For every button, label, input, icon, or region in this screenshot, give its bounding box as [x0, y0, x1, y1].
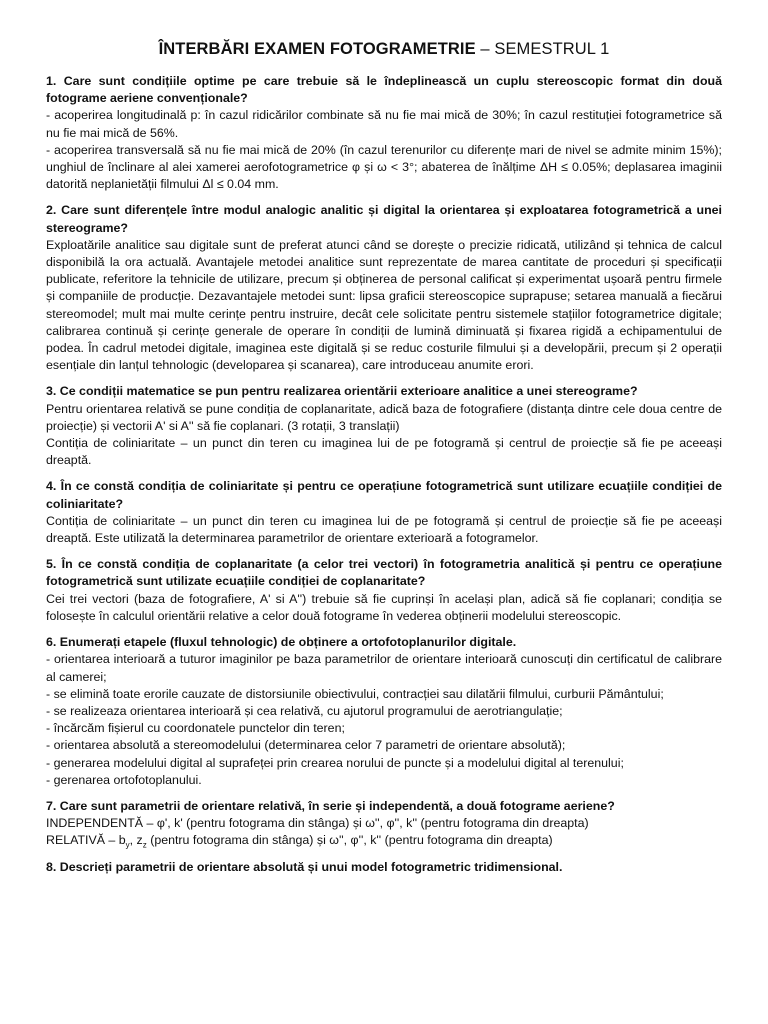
question-6 — [46, 634, 722, 789]
question-heading: 1. Care sunt condițiile optime pe care trebuie să le îndeplinească un cuplu stereoscopic format din două fotograme aeriene convenționale? — [46, 74, 722, 106]
title-rest: – SEMESTRUL 1 — [475, 40, 610, 58]
answer-line: - acoperirea transversală să nu fie mai mică de 20% (în cazul terenurilor cu diferențe mari de nivel se admite minim 15%); unghiul de înclinare al alei xamerei aerofotogrametrice φ și ω < 3°; abaterea de înălțime ΔH ≤ 0.05%; deplasarea imaginii datorită neplanietății filmului Δl ≤ 0.04 mm. — [46, 142, 722, 192]
relativa-sub-y: y — [125, 840, 130, 850]
question-heading: 6. Enumerați etapele (fluxul tehnologic) de obținere a ortofotoplanurilor digitale. — [46, 635, 517, 650]
question-7 — [46, 798, 722, 850]
answer-line: - gerenarea ortofotoplanului. — [46, 772, 202, 787]
answer-line: - se elimină toate erorile cauzate de distorsiunile obiectivului, contracției sau dilatării filmului, curburii Pământului; — [46, 686, 664, 701]
question-4 — [46, 478, 722, 547]
answer-line: - orientarea absolută a stereomodelului (determinarea celor 7 parametri de orientare absolută); — [46, 738, 566, 753]
answer-line: - orientarea interioară a tuturor imaginilor pe baza parametrilor de orientare interioară cunoscuți din certificatul de calibrare al camerei; — [46, 652, 722, 684]
answer-line: Contiția de coliniaritate – un punct din teren cu imaginea lui de pe fotogramă și centrul de proiecție să fie pe aceeași dreaptă. Este utilizată la determinarea parametrilor de orientare exterioară a fotogramelor. — [46, 513, 722, 546]
relativa-post: (pentru fotograma din stânga) și ω'', φ'', k'' (pentru fotograma din dreapta) — [146, 833, 553, 848]
question-heading: 8. Descrieți parametrii de orientare absolută și unui model fotogrametric tridimensional. — [46, 859, 563, 874]
question-heading: 7. Care sunt parametrii de orientare relativă, în serie și independentă, a două fotograme aeriene? — [46, 798, 615, 813]
answer-line: Cei trei vectori (baza de fotografiere, A' si A'') trebuie să fie cuprinși în același plan, adică să fie coplanari; condiția se folosește în calculul orientării relative a celor două fotograme în vederea obținerii modelului stereoscopic. — [46, 591, 722, 623]
question-heading: 2. Care sunt diferențele între modul analogic analitic și digital la orientarea și exploatarea fotogrametrică a unei stereograme? — [46, 203, 722, 235]
relativa-pre: RELATIVĂ – b — [46, 833, 126, 848]
question-5 — [46, 556, 722, 625]
title-bold: ÎNTERBĂRI EXAMEN FOTOGRAMETRIE — [158, 40, 476, 58]
answer-line: Contiția de coliniaritate – un punct din teren cu imaginea lui de pe fotogramă și centrul de proiecție să fie pe aceeași dreaptă. — [46, 436, 722, 468]
answer-line: - se realizeaza orientarea interioară și cea relativă, cu ajutorul programului de aerotriangulație; — [46, 703, 563, 718]
question-heading: 4. În ce constă condiția de coliniaritate și pentru ce operațiune fotogrametrică sunt utilizare ecuațiile condiției de coliniaritate? — [46, 479, 722, 511]
question-2 — [46, 202, 722, 374]
question-heading: 5. În ce constă condiția de coplanaritate (a celor trei vectori) în fotogrametria analitică și pentru ce operațiune fotogrametrică sunt utilizate ecuațiile condiției de coplanaritate? — [46, 557, 722, 589]
question-8 — [46, 859, 722, 876]
answer-line: Exploatările analitice sau digitale sunt de preferat atunci când se dorește o precizie ridicată, utilizând și tehnica de calcul disponibilă la ora actuală. Avantajele metodei analitice sunt reprezentate de marea cantitate de proceduri și specificații publicate, referitore la tehnicile de utilizare, precum și obținerea de personal calificat și experimentat ușoară pentru firmele și companiile de producție. Dezavantajele metodei sunt: lipsa graficii stereoscopice suprapuse; setarea manuală a fiecărui stereomodel; mult mai multe cerințe pentru instruire, decât cele solicitate pentru sistemele stațiilor fotogrametrice digitale; calibrarea continuă și cerințe generale de operare în condiții de lumină diminuată și fixarea rigidă a echipamentului de podea. În cadrul metodei digitale, imaginea este digitală și se reduc costurile filmului și a developării, precum și 2 operații esențiale din lanțul tehnologic (developarea și scanarea), care introduceau anumite erori. — [46, 237, 722, 373]
answer-line: - generarea modelului digital al suprafeței prin crearea norului de puncte și a modelului digital al terenului; — [46, 755, 624, 770]
answer-line: - acoperirea longitudinală p: în cazul ridicărilor combinate să nu fie mai mică de 30%; în cazul restituției fotogrametrice să nu fie mai mică de 56%. — [46, 108, 722, 140]
relativa-mid: , z — [129, 833, 143, 848]
question-heading: 3. Ce condiții matematice se pun pentru realizarea orientării exterioare analitice a unei stereograme? — [46, 384, 638, 399]
answer-line: - încărcăm fișierul cu coordonatele punctelor din teren; — [46, 721, 345, 736]
answer-line-relativa — [46, 832, 722, 849]
question-1 — [46, 73, 722, 193]
answer-line: INDEPENDENTĂ – φ', k' (pentru fotograma din stânga) și ω'', φ'', k'' (pentru fotograma din dreapta) — [46, 816, 589, 831]
answer-line: Pentru orientarea relativă se pune condiția de coplanaritate, adică baza de fotografiere (distanța dintre cele doua centre de proiecție) și vectorii A' si A'' să fie coplanari. (3 rotații, 3 translații) — [46, 401, 722, 433]
page-title — [46, 40, 722, 59]
question-3 — [46, 383, 722, 469]
relativa-sub-z: z — [142, 840, 147, 850]
